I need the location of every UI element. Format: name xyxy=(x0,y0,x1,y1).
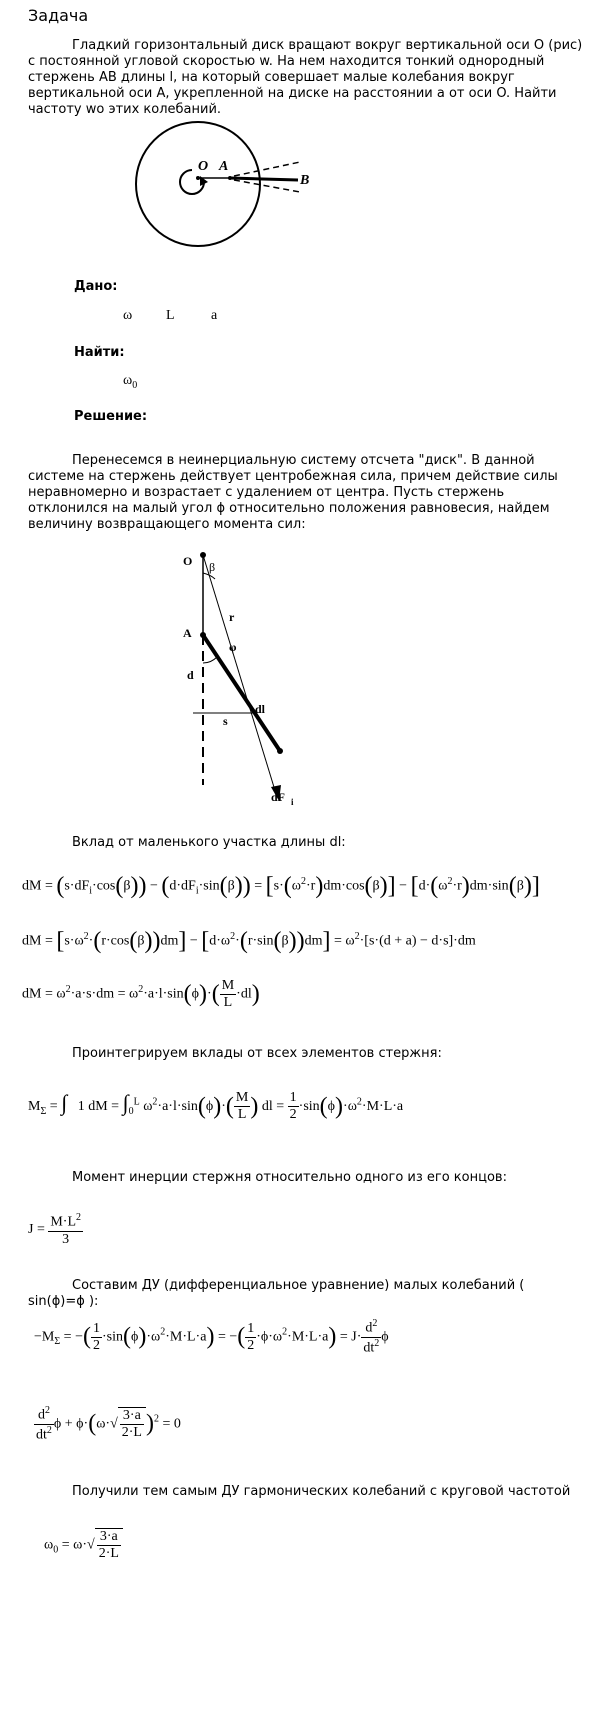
page-title: Задача xyxy=(28,6,89,25)
label-df-sub: i xyxy=(291,797,294,807)
rod-geometry-figure xyxy=(175,535,315,815)
equation-dm-2: dM = $[s\cdot\omega^2\cdot(r\cdot\cos(\beta))dm] - [d\cdot\omega^2\cdot(r\cdot\sin(\beta))dm] = \omega^2\cdot[s\cdot(d + a) - d\cdot s]\cdot dm$ xyxy=(22,928,476,954)
label-a: A xyxy=(183,626,192,640)
label-d: d xyxy=(187,668,194,682)
label-b: B xyxy=(300,173,310,188)
label-r: r xyxy=(229,610,235,624)
equation-dm-1: dM = $(s\cdot dF_i\cdot\cos(\beta)) - (d\cdot dF_i\cdot\sin(\beta)) = [s\cdot(\omega^2\cdot r)dm\cdot\cos(\beta)] - [d\cdot(\omega^2\cdot r)dm\cdot\sin(\beta)]$ xyxy=(22,873,540,899)
problem-text: Гладкий горизонтальный диск вращают вокруг вертикальной оси O (рис) с постоянной угловой скоростью w. На нем находится тонкий однородный стержень AB длины l, на который совершает малые колебания вокруг вертикальной оси A, укрепленной на диске на расстоянии a от оси O. Найти частоту wo этих колебаний. xyxy=(28,38,583,117)
result-text: Получили тем самым ДУ гармонических колебаний с круговой частотой xyxy=(72,1484,571,1499)
equation-moment: $M_\Sigma$ = ∫ 1 dM = $\int_0^L$ $\omega^2\cdot a\cdot l\cdot\sin(\phi)\cdot$( $\frac{M}{L}$ ) dl = $\frac{1}{2}$ $\cdot\sin(\phi)\cdot\omega^2\cdot M\cdot L\cdot a$ xyxy=(28,1090,404,1123)
rod xyxy=(203,635,280,751)
contribution-text: Вклад от маленького участка длины dl: xyxy=(72,835,346,850)
label-dl: dl xyxy=(255,702,266,716)
given-omega: ω xyxy=(123,308,133,323)
equation-inertia: J = $\frac{M\cdot L^2}{3}$ xyxy=(28,1212,82,1247)
equation-omega0: $\omega_0 = \omega\cdot√$ $\frac{3\cdot a}{2\cdot L}$ xyxy=(44,1528,123,1562)
rod-dashed-down xyxy=(234,180,300,192)
de-text: Составим ДУ (дифференциальное уравнение) малых колебаний ( sin(ϕ)=ϕ ): xyxy=(28,1278,525,1309)
label-phi: φ xyxy=(229,640,237,654)
label-beta: β xyxy=(209,560,216,574)
given-heading: Дано: xyxy=(74,279,118,294)
given-l: L xyxy=(166,308,175,323)
find-omega0: $\omega_0$ xyxy=(123,373,138,391)
equation-de-1: $-M_\Sigma$ = −( $\frac{1}{2}$ $\cdot\sin(\phi)\cdot\omega^2\cdot M\cdot L\cdot a$) = −( $\frac{1}{2}$ $\cdot\phi\cdot\omega^2\cdot M\cdot L\cdot a) = J\cdot$ $\frac{d^2}{dt^2}$ ϕ xyxy=(34,1318,389,1356)
disc-circle xyxy=(136,122,260,246)
label-a: A xyxy=(219,159,229,174)
find-heading: Найти: xyxy=(74,345,125,360)
inertia-text: Момент инерции стержня относительно одного из его концов: xyxy=(72,1170,507,1185)
r-line xyxy=(203,555,277,797)
rod-dashed-up xyxy=(234,162,300,176)
label-s: s xyxy=(223,714,228,728)
solution-intro: Перенесемся в неинерциальную систему отсчета "диск". В данной системе на стержень действует центробежная сила, причем действие силы неравномерно и возрастает с удалением от центра. Пусть стержень отклонился на малый угол ϕ относительно положения равновесия, найдем величину возвращающего момента сил: xyxy=(28,453,558,532)
solution-heading: Решение: xyxy=(74,409,148,424)
equation-de-2: $\frac{d^2}{dt^2}$ ϕ + ϕ·(ω·√ $\frac{3\cdot a}{2\cdot L}$ )$^2$ = 0 xyxy=(36,1405,181,1443)
label-o: O xyxy=(183,554,193,568)
rod-ab xyxy=(230,178,298,180)
disc-figure xyxy=(130,118,330,253)
equation-dm-3: dM = $\omega^2\cdot a\cdot s\cdot dm = \omega^2\cdot a\cdot l\cdot\sin(\phi)\cdot$( $\frac{M}{L}$ ·dl) xyxy=(22,978,260,1010)
label-o: O xyxy=(198,159,209,174)
label-df: dF xyxy=(271,790,286,804)
integrate-text: Проинтегрируем вклады от всех элементов стержня: xyxy=(72,1046,442,1061)
given-a: a xyxy=(211,308,218,323)
